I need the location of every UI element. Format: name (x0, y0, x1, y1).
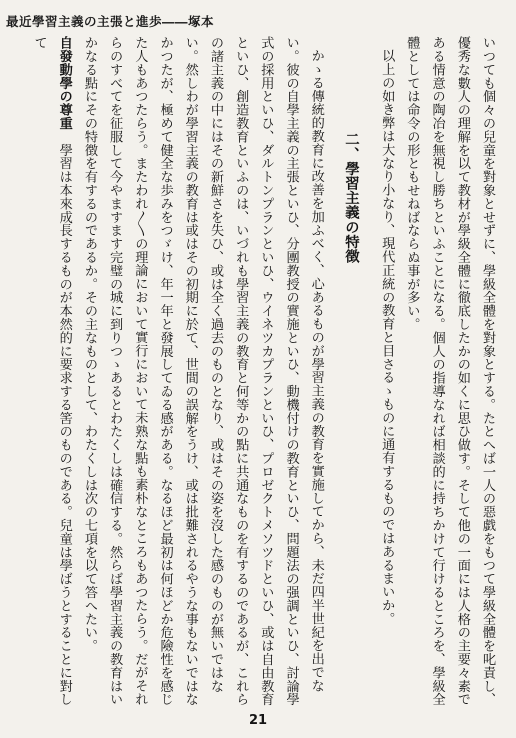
paragraph-3: かゝる傳統的教育に改善を加ふべく、心あるものが學習主義の教育を實施してから、未だ四半世紀を出でない。彼の自學主義の主張といひ、分團教授の實施といひ、動機付けの教育といひ、問題法の强調といひ、討論學式の採用といひ、ダルトンプランといひ、ウイネツカプランといひ、プロゼクトメソツドといひ、或は自由教育といひ、創造教育といふのは、いづれも學習主義の教育と何等かの點に共通なものを有するのであるが、これらの諸主義の中にはその新鮮さを失ひ、或は全く過去のものとなり、或はその姿を沒した感のものが無いではない。然しわが學習主義の教育は或はその初期に於て、世間の誤解をうけ、或は批難されるやうな事もないではなかつたが、極めて健全な歩みをつゞけ、年一年と發展してゐる感がある。なるほど最初は何ほどか危險性を感じた人もあつたらう。またわれ〳〵の理論において實行において未熟な點も素朴なところもあつたらう。だがそれらのすべてを征服して今やますます完璧の城に到りつゝあるとわたくしは確信する。然らば學習主義の教育はいかなる點にその特徴を有するのであるか。その主なものとして、わたくしは次の七項を以て答へたい。 (81, 36, 324, 706)
paragraph-4-lead: 自發動學の尊重 (56, 36, 72, 130)
paragraph-4 (26, 36, 76, 716)
paragraph-4-text: 學習は本來成長するものが本然的に要求する筈のものである。兒童は學ばうとすることに對して (31, 36, 72, 707)
section-title: 二、學習主義の特徴 (342, 132, 360, 264)
running-head: 最近學習主義の主張と進歩――塚本 (6, 14, 215, 29)
paragraph-2: 以上の如き弊は大なり小なり、現代正統の教育と目さるゝものに通有するものではあるまいか。 (379, 49, 395, 626)
body-text (10, 36, 500, 716)
paragraph-1: いつても個々の兒童を對象とせずに、學級全體を對象とする。たとへば一人の惡戯をもつて學級全體を叱責し、優秀な數人の理解を以て教材が學級全體に徹底したかの如くに思ひ做す。そして他の一面には人格の主要々素である情意の陶冶を無視し勝ちといふことになる。個人の指導なれば相談的に持ちかけて行けるところを、學級全體としては命令の形ともせねばならぬ事が多い。 (404, 36, 495, 706)
page-number: 21 (248, 713, 268, 728)
